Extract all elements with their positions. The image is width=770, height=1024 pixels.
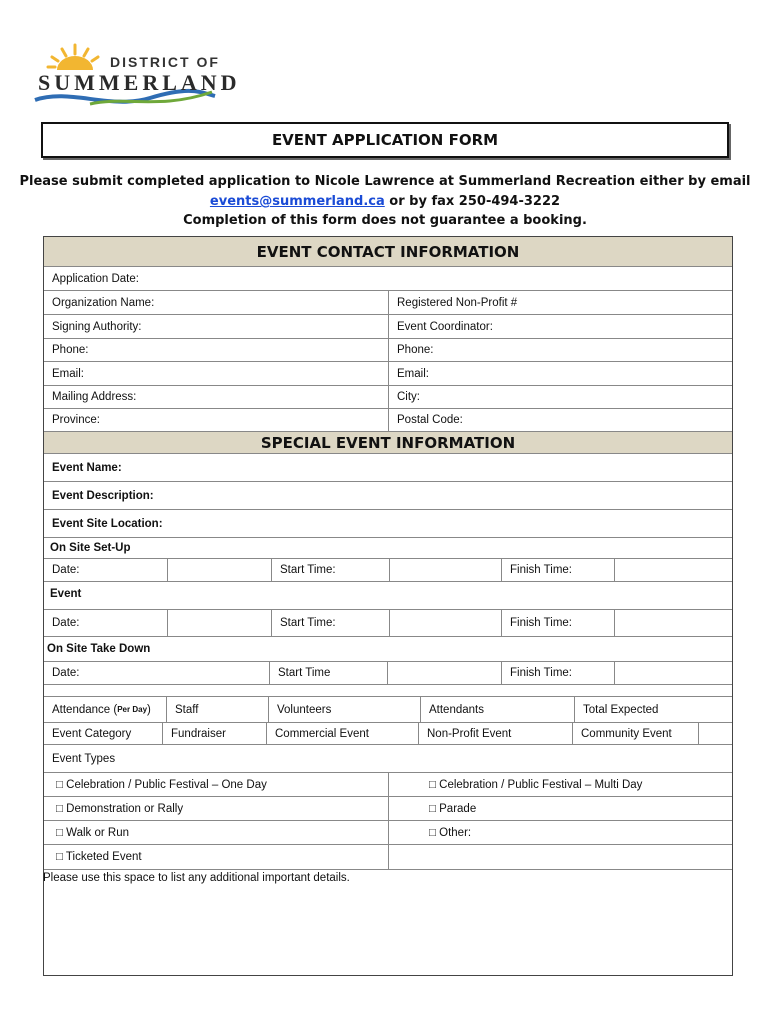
takedown-date-label: Date:	[52, 667, 80, 679]
organization-name-label[interactable]: Organization Name:	[52, 296, 155, 309]
setup-finish-label: Finish Time:	[501, 559, 614, 581]
type-ticketed[interactable]: □ Ticketed Event	[56, 851, 142, 863]
contact-heading: EVENT CONTACT INFORMATION	[44, 237, 732, 267]
total-expected-label[interactable]: Total Expected	[574, 697, 732, 722]
event-types-row	[44, 745, 732, 773]
event-description-row[interactable]	[44, 482, 732, 510]
event-start-label: Start Time:	[271, 610, 389, 636]
types-row-4	[44, 845, 732, 870]
setup-start-label: Start Time:	[271, 559, 389, 581]
mailing-address-label[interactable]: Mailing Address:	[52, 391, 137, 403]
setup-finish-field[interactable]	[614, 559, 732, 581]
event-finish-label: Finish Time:	[501, 610, 614, 636]
fax-text: or by fax 250-494-3222	[384, 194, 561, 209]
email-left-label[interactable]: Email:	[52, 367, 84, 380]
province-row	[44, 409, 732, 432]
setup-time-row	[44, 558, 732, 582]
type-other[interactable]: □ Other:	[388, 821, 732, 844]
takedown-title-row	[44, 637, 732, 661]
event-description-label: Event Description:	[52, 489, 154, 502]
intro-line3: Completion of this form does not guarantee a booking.	[183, 213, 587, 228]
setup-date-field[interactable]	[167, 559, 271, 581]
event-types-label: Event Types	[52, 752, 116, 765]
attendance-row	[44, 697, 732, 723]
fundraiser-option[interactable]: Fundraiser	[162, 723, 266, 744]
address-row	[44, 386, 732, 409]
types-row-1	[44, 773, 732, 797]
province-label[interactable]: Province:	[52, 414, 100, 426]
intro-line2	[0, 194, 770, 209]
takedown-finish-label: Finish Time:	[501, 662, 614, 684]
event-title-row	[44, 582, 732, 606]
setup-title-row	[44, 538, 732, 558]
commercial-event-option[interactable]: Commercial Event	[266, 723, 418, 744]
type-one-day-festival[interactable]: □ Celebration / Public Festival – One Day	[56, 778, 267, 791]
setup-start-field[interactable]	[389, 559, 501, 581]
takedown-start-field[interactable]	[387, 662, 501, 684]
community-event-checkbox[interactable]	[698, 723, 732, 744]
event-time-row	[44, 609, 732, 637]
event-title: Event	[50, 588, 82, 600]
intro-line1: Please submit completed application to Nicole Lawrence at Summerland Recreation either by email	[19, 174, 751, 189]
types-empty-cell	[388, 845, 732, 869]
application-date-row[interactable]	[44, 267, 732, 291]
takedown-time-row	[44, 661, 732, 685]
additional-details-area[interactable]	[44, 870, 732, 975]
type-parade[interactable]: □ Parade	[388, 797, 732, 820]
district-logo	[30, 40, 241, 110]
application-form	[43, 236, 733, 976]
event-start-field[interactable]	[389, 610, 501, 636]
attendance-label: Attendance ( Per Day )	[52, 703, 151, 716]
event-name-label: Event Name:	[52, 461, 122, 474]
event-site-location-label: Event Site Location:	[52, 517, 163, 530]
takedown-finish-field[interactable]	[614, 662, 732, 684]
email-right-label[interactable]: Email:	[388, 362, 732, 385]
postal-code-label[interactable]: Postal Code:	[388, 409, 732, 431]
event-date-field[interactable]	[167, 610, 271, 636]
signing-authority-label[interactable]: Signing Authority:	[52, 320, 142, 333]
types-row-3	[44, 821, 732, 845]
logo-line2: SUMMERLAND	[38, 70, 241, 95]
form-title: EVENT APPLICATION FORM	[41, 122, 729, 158]
setup-title: On Site Set-Up	[50, 542, 131, 554]
email-link[interactable]: events@summerland.ca	[209, 194, 385, 209]
event-category-label: Event Category	[52, 727, 132, 740]
city-label[interactable]: City:	[388, 386, 732, 408]
phone-row	[44, 339, 732, 362]
spacer-row	[44, 685, 732, 697]
event-date-label: Date:	[52, 617, 80, 629]
phone-right-label[interactable]: Phone:	[388, 339, 732, 361]
type-demonstration[interactable]: □ Demonstration or Rally	[56, 802, 184, 815]
event-finish-field[interactable]	[614, 610, 732, 636]
event-coordinator-label[interactable]: Event Coordinator:	[388, 315, 732, 338]
email-row	[44, 362, 732, 386]
type-walk-run[interactable]: □ Walk or Run	[56, 826, 129, 839]
phone-left-label[interactable]: Phone:	[52, 344, 89, 356]
nonprofit-event-option[interactable]: Non-Profit Event	[418, 723, 572, 744]
event-site-location-row[interactable]	[44, 510, 732, 538]
additional-details-label: Please use this space to list any additional important details.	[43, 872, 350, 884]
takedown-title: On Site Take Down	[47, 643, 151, 655]
org-row	[44, 291, 732, 315]
logo-line1: DISTRICT OF	[110, 54, 220, 70]
takedown-start-label: Start Time	[269, 662, 387, 684]
special-heading: SPECIAL EVENT INFORMATION	[44, 432, 732, 454]
registered-nonprofit-label[interactable]: Registered Non-Profit #	[388, 291, 732, 314]
volunteers-label[interactable]: Volunteers	[268, 697, 420, 722]
setup-date-label: Date:	[52, 564, 80, 576]
type-multi-day-festival[interactable]: □ Celebration / Public Festival – Multi Day	[388, 773, 732, 796]
category-row	[44, 723, 732, 745]
staff-label[interactable]: Staff	[166, 697, 268, 722]
community-event-option[interactable]: Community Event	[572, 723, 698, 744]
signing-row	[44, 315, 732, 339]
attendants-label[interactable]: Attendants	[420, 697, 574, 722]
types-row-2	[44, 797, 732, 821]
event-name-row[interactable]	[44, 454, 732, 482]
application-date-label: Application Date:	[52, 272, 139, 285]
